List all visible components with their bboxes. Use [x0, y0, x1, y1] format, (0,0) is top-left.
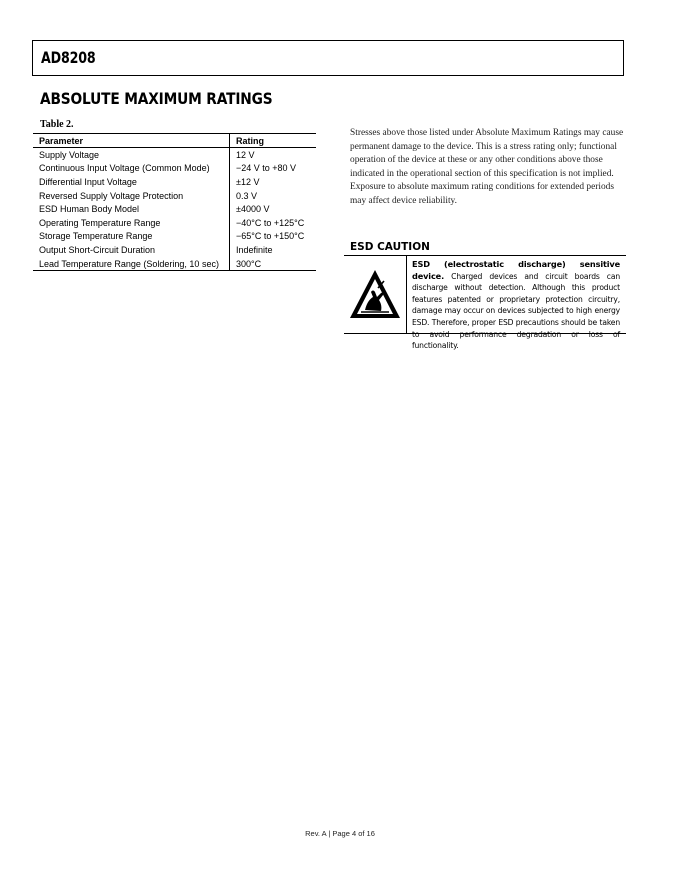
- parameter-cell: Continuous Input Voltage (Common Mode): [33, 162, 230, 176]
- parameter-cell: Storage Temperature Range: [33, 230, 230, 244]
- esd-caution-box: [344, 256, 626, 351]
- esd-icon-cell: [344, 256, 407, 333]
- table-row: [33, 243, 316, 257]
- rating-cell: −24 V to +80 V: [236, 163, 297, 174]
- rating-cell: −65°C to +150°C: [236, 231, 305, 242]
- rating-cell: 12 V: [236, 149, 255, 160]
- parameter-cell: Differential Input Voltage: [33, 175, 230, 189]
- rating-cell: ±12 V: [236, 176, 260, 187]
- rating-cell: Indefinite: [236, 244, 273, 255]
- esd-caution-heading: ESD CAUTION: [350, 241, 430, 253]
- column-header-rating: Rating: [230, 134, 317, 148]
- table-row: [33, 189, 316, 203]
- esd-warning-icon: [348, 266, 402, 324]
- table-row: [33, 257, 316, 271]
- section-title: ABSOLUTE MAXIMUM RATINGS: [40, 89, 273, 108]
- esd-caution-text: [412, 259, 620, 352]
- rating-cell: ±4000 V: [236, 204, 270, 215]
- table-header-row: [33, 134, 316, 148]
- parameter-cell: Supply Voltage: [33, 148, 230, 162]
- parameter-cell: ESD Human Body Model: [33, 202, 230, 216]
- table-row: [33, 148, 316, 162]
- rating-cell: 300°C: [230, 257, 317, 271]
- page-footer: Rev. A | Page 4 of 16: [305, 829, 375, 838]
- rating-cell: −40°C to +125°C: [236, 217, 305, 228]
- table-caption: Table 2.: [40, 119, 74, 130]
- table-row: [33, 230, 316, 244]
- parameter-cell: Operating Temperature Range: [33, 216, 230, 230]
- column-header-parameter: Parameter: [33, 134, 230, 148]
- table-row: [33, 202, 316, 216]
- rating-cell: 0.3 V: [236, 190, 258, 201]
- part-number: AD8208: [41, 48, 96, 67]
- table-row: [33, 162, 316, 176]
- table-row: [33, 175, 316, 189]
- parameter-cell: Output Short-Circuit Duration: [33, 243, 230, 257]
- table-row: [33, 216, 316, 230]
- esd-caution-lead: ESD (electrostatic discharge) sensitive device.: [412, 259, 620, 281]
- parameter-cell: Reversed Supply Voltage Protection: [33, 189, 230, 203]
- stress-note: Stresses above those listed under Absolute Maximum Ratings may cause permanent damage to the device. This is a stress rating only; functional operation of the device at these or any other conditions above those indicated in the operational section of this specification is not implied. Exposure to absolute maximum rating conditions for extended periods may affect device reliability.: [350, 128, 624, 206]
- ratings-table: [33, 133, 316, 271]
- header-box: [32, 40, 624, 76]
- parameter-cell: Lead Temperature Range (Soldering, 10 sec): [33, 257, 230, 271]
- esd-caution-body: Charged devices and circuit boards can discharge without detection. Although this product features patented or proprietary protection circuitry, damage may occur on devices subjected to high energy ESD. Therefore, proper ESD precautions should be taken to avoid performance degradation or loss of functionality.: [412, 271, 620, 351]
